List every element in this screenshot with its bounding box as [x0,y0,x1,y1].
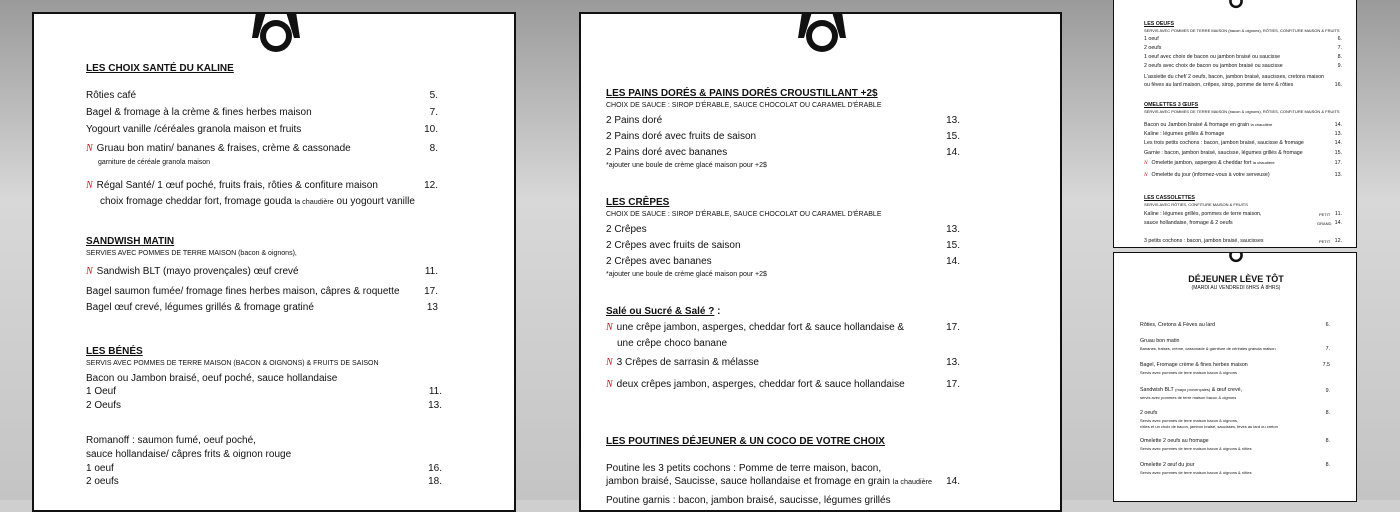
section-subtitle: CHOIX DE SAUCE : SIROP D'ÉRABLE, SAUCE CHOCOLAT OU CARAMEL D'ÉRABLE [606,102,882,109]
menu-page-2 [579,12,1062,512]
section-title: SANDWISH MATIN [86,236,175,247]
menu-item-label: Rôties café [86,90,137,101]
new-item-icon: N [86,180,93,191]
logo-icon [1222,252,1250,263]
menu-item-label: sauce hollandaise, fromage & 2 oeufs [1144,220,1233,226]
menu-item-label: Bacon ou Jambon braisé & fromage en grain [1144,122,1251,128]
menu-item-price: 10. [424,124,438,135]
menu-item-label: Yogourt vanille /céréales granola maison et fruits [86,124,302,135]
menu-item-price: 8. [1325,410,1330,416]
page-subtitle: (MARDI AU VENDREDI 6HRS À 8HRS) [1191,285,1281,291]
menu-item-label: Kaline : légumes grillés, pommes de terre maison, [1144,211,1262,217]
menu-item-price: 15. [1334,150,1342,156]
new-item-icon: N [86,143,93,154]
menu-item-label: Poutine les 3 petits cochons : Pomme de terre maison, bacon, [606,463,882,474]
menu-item-label: choix fromage cheddar fort, fromage gouda [100,196,295,207]
menu-item-note: rôties et un choix de bacon, jambon braisé, saucisses, fèves au lard ou creton [1140,424,1278,429]
menu-item-price: 17. [946,379,960,390]
logo-icon [244,12,308,54]
menu-item-price: 13 [426,302,438,313]
section-subtitle: SERVIS AVEC POMMES DE TERRE MAISON (bacon & oignons), RÔTIES, CONFITURE MAISON & FRUITS [1144,109,1340,114]
menu-item-price: 11. [428,386,442,397]
section-title: LES POUTINES DÉJEUNER & UN COCO DE VOTRE CHOIX [606,436,885,447]
new-item-icon: N [86,266,93,277]
menu-item-label: 2 Crêpes avec bananes [606,256,712,267]
menu-item-price: 6. [1337,36,1342,42]
menu-item-price: 11. [424,266,438,277]
menu-item-label: Omelette 2 oeufs au fromage [1140,438,1209,444]
menu-item-price: 5. [429,90,438,101]
menu-item-price: 16. [428,463,442,474]
menu-item-label: & œuf crevé, [1210,387,1243,393]
menu-item-label: sauce hollandaise/ câpres frits & oignon rouge [86,449,292,460]
menu-item-price: 8. [1325,462,1330,468]
menu-item-label: ou yogourt vanille [333,196,415,207]
menu-item-label: 2 Pains doré avec bananes [606,147,728,158]
menu-item-label: 3 petits cochons : bacon, jambon braisé, saucisses [1144,238,1264,244]
menu-item-price: 7. [429,107,438,118]
menu-item-price: 11. [1335,211,1342,217]
menu-item-label: (mayo provençales) [1175,387,1211,392]
menu-item-price: 7.5 [1322,362,1330,368]
menu-item-label: Bagel, Fromage crème & fines herbes maison [1140,362,1248,368]
menu-item-label: 2 oeufs [86,476,119,487]
menu-note: *ajouter une boule de crème glacé maison pour +2$ [606,162,767,169]
menu-item-price: 8. [429,143,438,154]
menu-item-label: 2 Pains doré [606,115,663,126]
menu-item-note: Servis avec pommes de terre maison bacon & oignons & rôties [1140,446,1252,451]
menu-item-label: Omelette du jour (informez-vous à votre serveuse) [1151,172,1270,178]
menu-item-price: 9. [1325,388,1330,394]
menu-item-label: Romanoff : saumon fumé, oeuf poché, [86,435,256,446]
menu-item-label: Poutine garnis : bacon, jambon braisé, saucisse, légumes grillés [606,495,891,506]
menu-item-label: Omelette 2 œuf du jour [1140,462,1195,468]
section-subtitle: SERVIES AVEC POMMES DE TERRE MAISON (bacon & oignons), [86,250,297,257]
size-label: GRAND [1317,221,1332,226]
menu-item-label: Bagel saumon fumée/ fromage fines herbes maison, câpres & roquette [86,286,400,297]
menu-item-price: 13. [946,224,960,235]
menu-item-price: 8. [1325,438,1330,444]
section-title: LES CASSOLETTES [1144,195,1195,201]
menu-item-label: une crêpe jambon, asperges, cheddar fort & sauce hollandaise & [616,322,905,333]
menu-item-price: 15. [946,240,960,251]
section-title: LES BÉNÉS [86,346,143,357]
menu-item-price: 18. [428,476,442,487]
menu-item-price: 13. [946,357,960,368]
page-title: DÉJEUNER LÈVE TÔT [1188,274,1284,284]
menu-item-label: Bacon ou Jambon braisé, oeuf poché, sauce hollandaise [86,373,338,384]
size-label: PETIT [1319,212,1331,217]
section-subtitle: CHOIX DE SAUCE : SIROP D'ÉRABLE, SAUCE CHOCOLAT OU CARAMEL D'ÉRABLE [606,211,882,218]
section-title: LES OEUFS [1144,21,1175,27]
menu-item-price: 14. [1334,220,1342,226]
menu-item-note: garniture de céréale granola maison [98,159,211,166]
new-item-icon: N [606,357,613,368]
menu-item-label: 2 Oeufs [86,400,122,411]
menu-item-price: 12. [1334,238,1342,244]
menu-item-price: 13. [1334,131,1342,137]
menu-item-label: 2 Pains doré avec fruits de saison [606,131,757,142]
menu-item-price: 14. [946,476,960,487]
menu-item-price: 13. [946,115,960,126]
menu-item-label: Sandwish BLT [1140,387,1176,393]
menu-item-price: 14. [946,147,960,158]
menu-item-price: 8. [1337,54,1342,60]
menu-item-label: Kaline : légumes grillés & fromage [1144,131,1225,137]
new-item-icon: N [606,379,613,390]
menu-item-price: 15. [946,131,960,142]
menu-item-label: la chaudière [294,197,334,206]
menu-item-label: L'assiette du chef/ 2 oeufs, bacon, jambon braisé, saucisses, cretons maison [1144,74,1325,80]
menu-item-label: 2 Crêpes avec fruits de saison [606,240,741,251]
section-subtitle: SERVIS AVEC POMMES DE TERRE MAISON (BACON & OIGNONS) & FRUITS DE SAISON [86,360,379,367]
menu-item-label: 1 oeuf avec choix de bacon ou jambon braisé ou saucisse [1144,54,1281,60]
new-item-icon: N [1144,160,1148,166]
menu-item-label: Régal Santé/ 1 œuf poché, fruits frais, rôties & confiture maison [96,180,378,191]
menu-item-price: 13. [1334,172,1342,178]
menu-item-label: une crêpe choco banane [617,338,728,349]
menu-item-price: 12. [424,180,438,191]
section-title: LES CHOIX SANTÉ DU KALINE [86,63,234,74]
section-title: LES CRÊPES [606,197,670,208]
menu-item-label: 2 oeufs [1144,45,1162,51]
menu-item-label: 3 Crêpes de sarrasin & mélasse [616,357,759,368]
menu-page-3 [1113,0,1357,248]
menu-item-note: Servis avec pommes de terre maison bacon & oignons & rôties [1140,470,1252,475]
menu-item-note: Servis avec pommes de terre maison bacon & oignons, [1140,418,1239,423]
menu-item-price: 16. [1334,82,1342,88]
menu-item-label: deux crêpes jambon, asperges, cheddar fort & sauce hollandaise [616,379,905,390]
section-title: Salé ou Sucré & Salé ? [606,306,715,317]
menu-item-label: Les trois petits cochons : bacon, jambon braisé, saucisse & fromage [1144,140,1304,146]
new-item-icon: N [1144,172,1148,178]
menu-item-label: Gruau bon matin/ bananes & fraises, crème & cassonade [96,143,351,154]
menu-item-label: la chaudière [1252,160,1275,165]
menu-item-label: la chaudière [1250,122,1273,127]
menu-item-price: 6. [1325,322,1330,328]
menu-item-label: ou fèves au lard maison, crêpes, sirop, pomme de terre & rôties [1144,82,1294,88]
menu-item-price: 13. [428,400,442,411]
section-subtitle: SERVIS AVEC POMMES DE TERRE MAISON (bacon & oignons), RÔTIES, CONFITURE MAISON & FRUITS [1144,28,1340,33]
menu-item-label: Gruau bon matin [1140,338,1180,344]
menu-item-label: 1 oeuf [86,463,114,474]
menu-item-label: Omelette jambon, asperges & cheddar fort [1151,160,1253,166]
logo-icon [1222,0,1250,9]
menu-item-price: 7. [1325,346,1330,352]
logo-icon [790,12,854,54]
section-title: OMELETTES 3 ŒUFS [1144,102,1199,108]
menu-item-label: jambon braisé, Saucisse, sauce hollandaise et fromage en grain [606,476,893,487]
menu-item-price: 14. [1334,140,1342,146]
menu-item-note: servis avec pommes de terre maison bacon & oignons [1140,395,1237,400]
menu-item-price: 14. [1334,122,1342,128]
menu-item-price: 17. [946,322,960,333]
menu-item-price: 14. [946,256,960,267]
menu-item-label: 1 oeuf [1144,36,1159,42]
menu-item-label: la chaudière [892,477,933,486]
section-title: : [714,306,721,317]
menu-item-price: 9. [1337,63,1342,69]
menu-item-label: Rôties, Cretons & Fèves au lard [1140,322,1216,328]
section-title: LES PAINS DORÉS & PAINS DORÉS CROUSTILLANT +2$ [606,88,878,99]
menu-item-label: Bagel & fromage à la crème & fines herbes maison [86,107,312,118]
menu-item-price: 17. [424,286,438,297]
menu-item-label: 1 Oeuf [86,386,117,397]
menu-item-label: 2 oeufs avec choix de bacon ou jambon braisé ou saucisse [1144,63,1283,69]
menu-item-label: Sandwish BLT (mayo provençales) œuf crevé [96,266,299,277]
new-item-icon: N [606,322,613,333]
menu-item-price: 7. [1337,45,1342,51]
menu-item-label: 2 Crêpes [606,224,647,235]
menu-page-1 [32,12,516,512]
menu-note: *ajouter une boule de crème glacé maison pour +2$ [606,271,767,278]
menu-item-note: Servis avec pommes de terre maison bacon & oignons [1140,370,1237,375]
size-label: PETIT [1319,239,1331,244]
menu-item-label: Garnie : bacon, jambon braisé, saucisse, légumes grillés & fromage [1144,150,1303,156]
menu-item-note: Bananes, fraises, crème, cassonade & garniture de céréales granola maison [1140,346,1276,351]
menu-page-4 [1113,252,1357,502]
menu-item-label: 2 oeufs [1140,410,1158,416]
menu-item-price: 17. [1334,160,1342,166]
section-subtitle: SERVIS AVEC RÔTIES, CONFITURE MAISON & FRUITS [1144,202,1248,207]
menu-item-label: Bagel œuf crevé, légumes grillés & fromage gratiné [86,302,314,313]
